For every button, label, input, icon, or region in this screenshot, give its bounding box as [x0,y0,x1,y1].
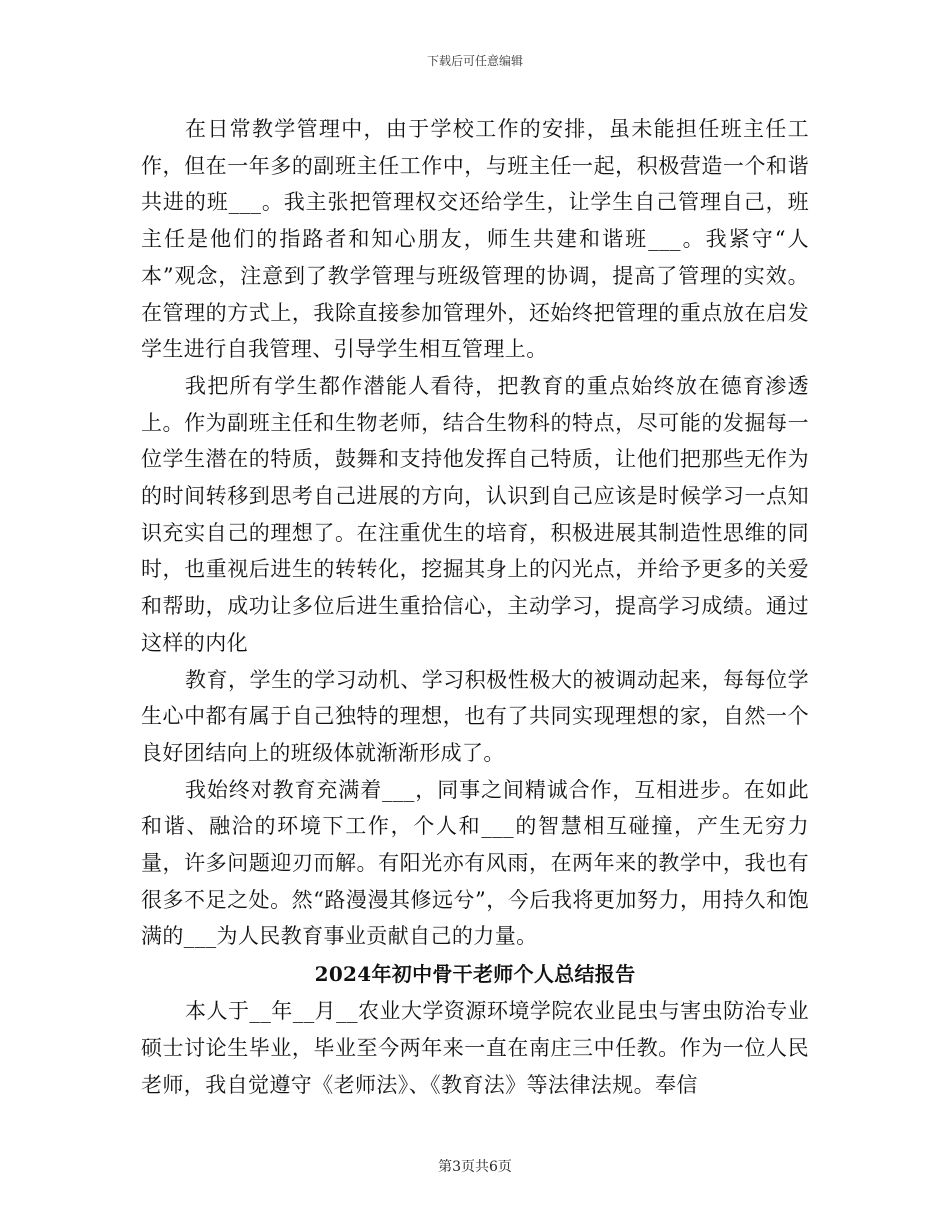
paragraph-4: 我始终对教育充满着___，同事之间精诚合作，互相进步。在如此和谐、融洽的环境下工作，个人和___的智慧相互碰撞，产生无穷力量，许多问题迎刃而解。有阳光亦有风雨，在两年来的教学中，我也有很多不足之处。然“路漫漫其修远兮”，今后我将更加努力，用持久和饱满的___为人民教育事业贡献自己的力量。 [141,777,809,949]
paragraph-5: 本人于__年__月__农业大学资源环境学院农业昆虫与害虫防治专业硕士讨论生毕业，毕业至今两年来一直在南庄三中任教。作为一位人民老师，我自觉遵守《老师法》、《教育法》等法律法规。奉信 [141,999,809,1097]
paragraph-1: 在日常教学管理中，由于学校工作的安排，虽未能担任班主任工作，但在一年多的副班主任工作中，与班主任一起，积极营造一个和谐共进的班___。我主张把管理权交还给学生，让学生自己管理自己，班主任是他们的指路者和知心朋友，师生共建和谐班___。我紧守“人本”观念，注意到了教学管理与班级管理的协调，提高了管理的实效。在管理的方式上，我除直接参加管理外，还始终把管理的重点放在启发学生进行自我管理、引导学生相互管理上。 [141,117,809,362]
document-body [141,111,809,1103]
paragraph-2: 我把所有学生都作潜能人看待，把教育的重点始终放在德育渗透上。作为副班主任和生物老师，结合生物科的特点，尽可能的发掘每一位学生潜在的特质，鼓舞和支持他发挥自己特质，让他们把那些无作为的时间转移到思考自己进展的方向，认识到自己应该是时候学习一点知识充实自己的理想了。在注重优生的培育，积极进展其制造性思维的同时，也重视后进生的转转化，挖掘其身上的闪光点，并给予更多的关爱和帮助，成功让多位后进生重拾信心，主动学习，提高学习成绩。通过这样的内化 [141,373,809,655]
section-title: 2024年初中骨干老师个人总结报告 [314,962,636,987]
paragraph-3: 教育，学生的学习动机、学习积极性极大的被调动起来，每每位学生心中都有属于自己独特的理想，也有了共同实现理想的家，自然一个良好团结向上的班级体就渐渐形成了。 [141,667,809,765]
page-footer: 第3页共6页 [438,1159,512,1175]
page-header: 下载后可任意编辑 [426,54,523,68]
